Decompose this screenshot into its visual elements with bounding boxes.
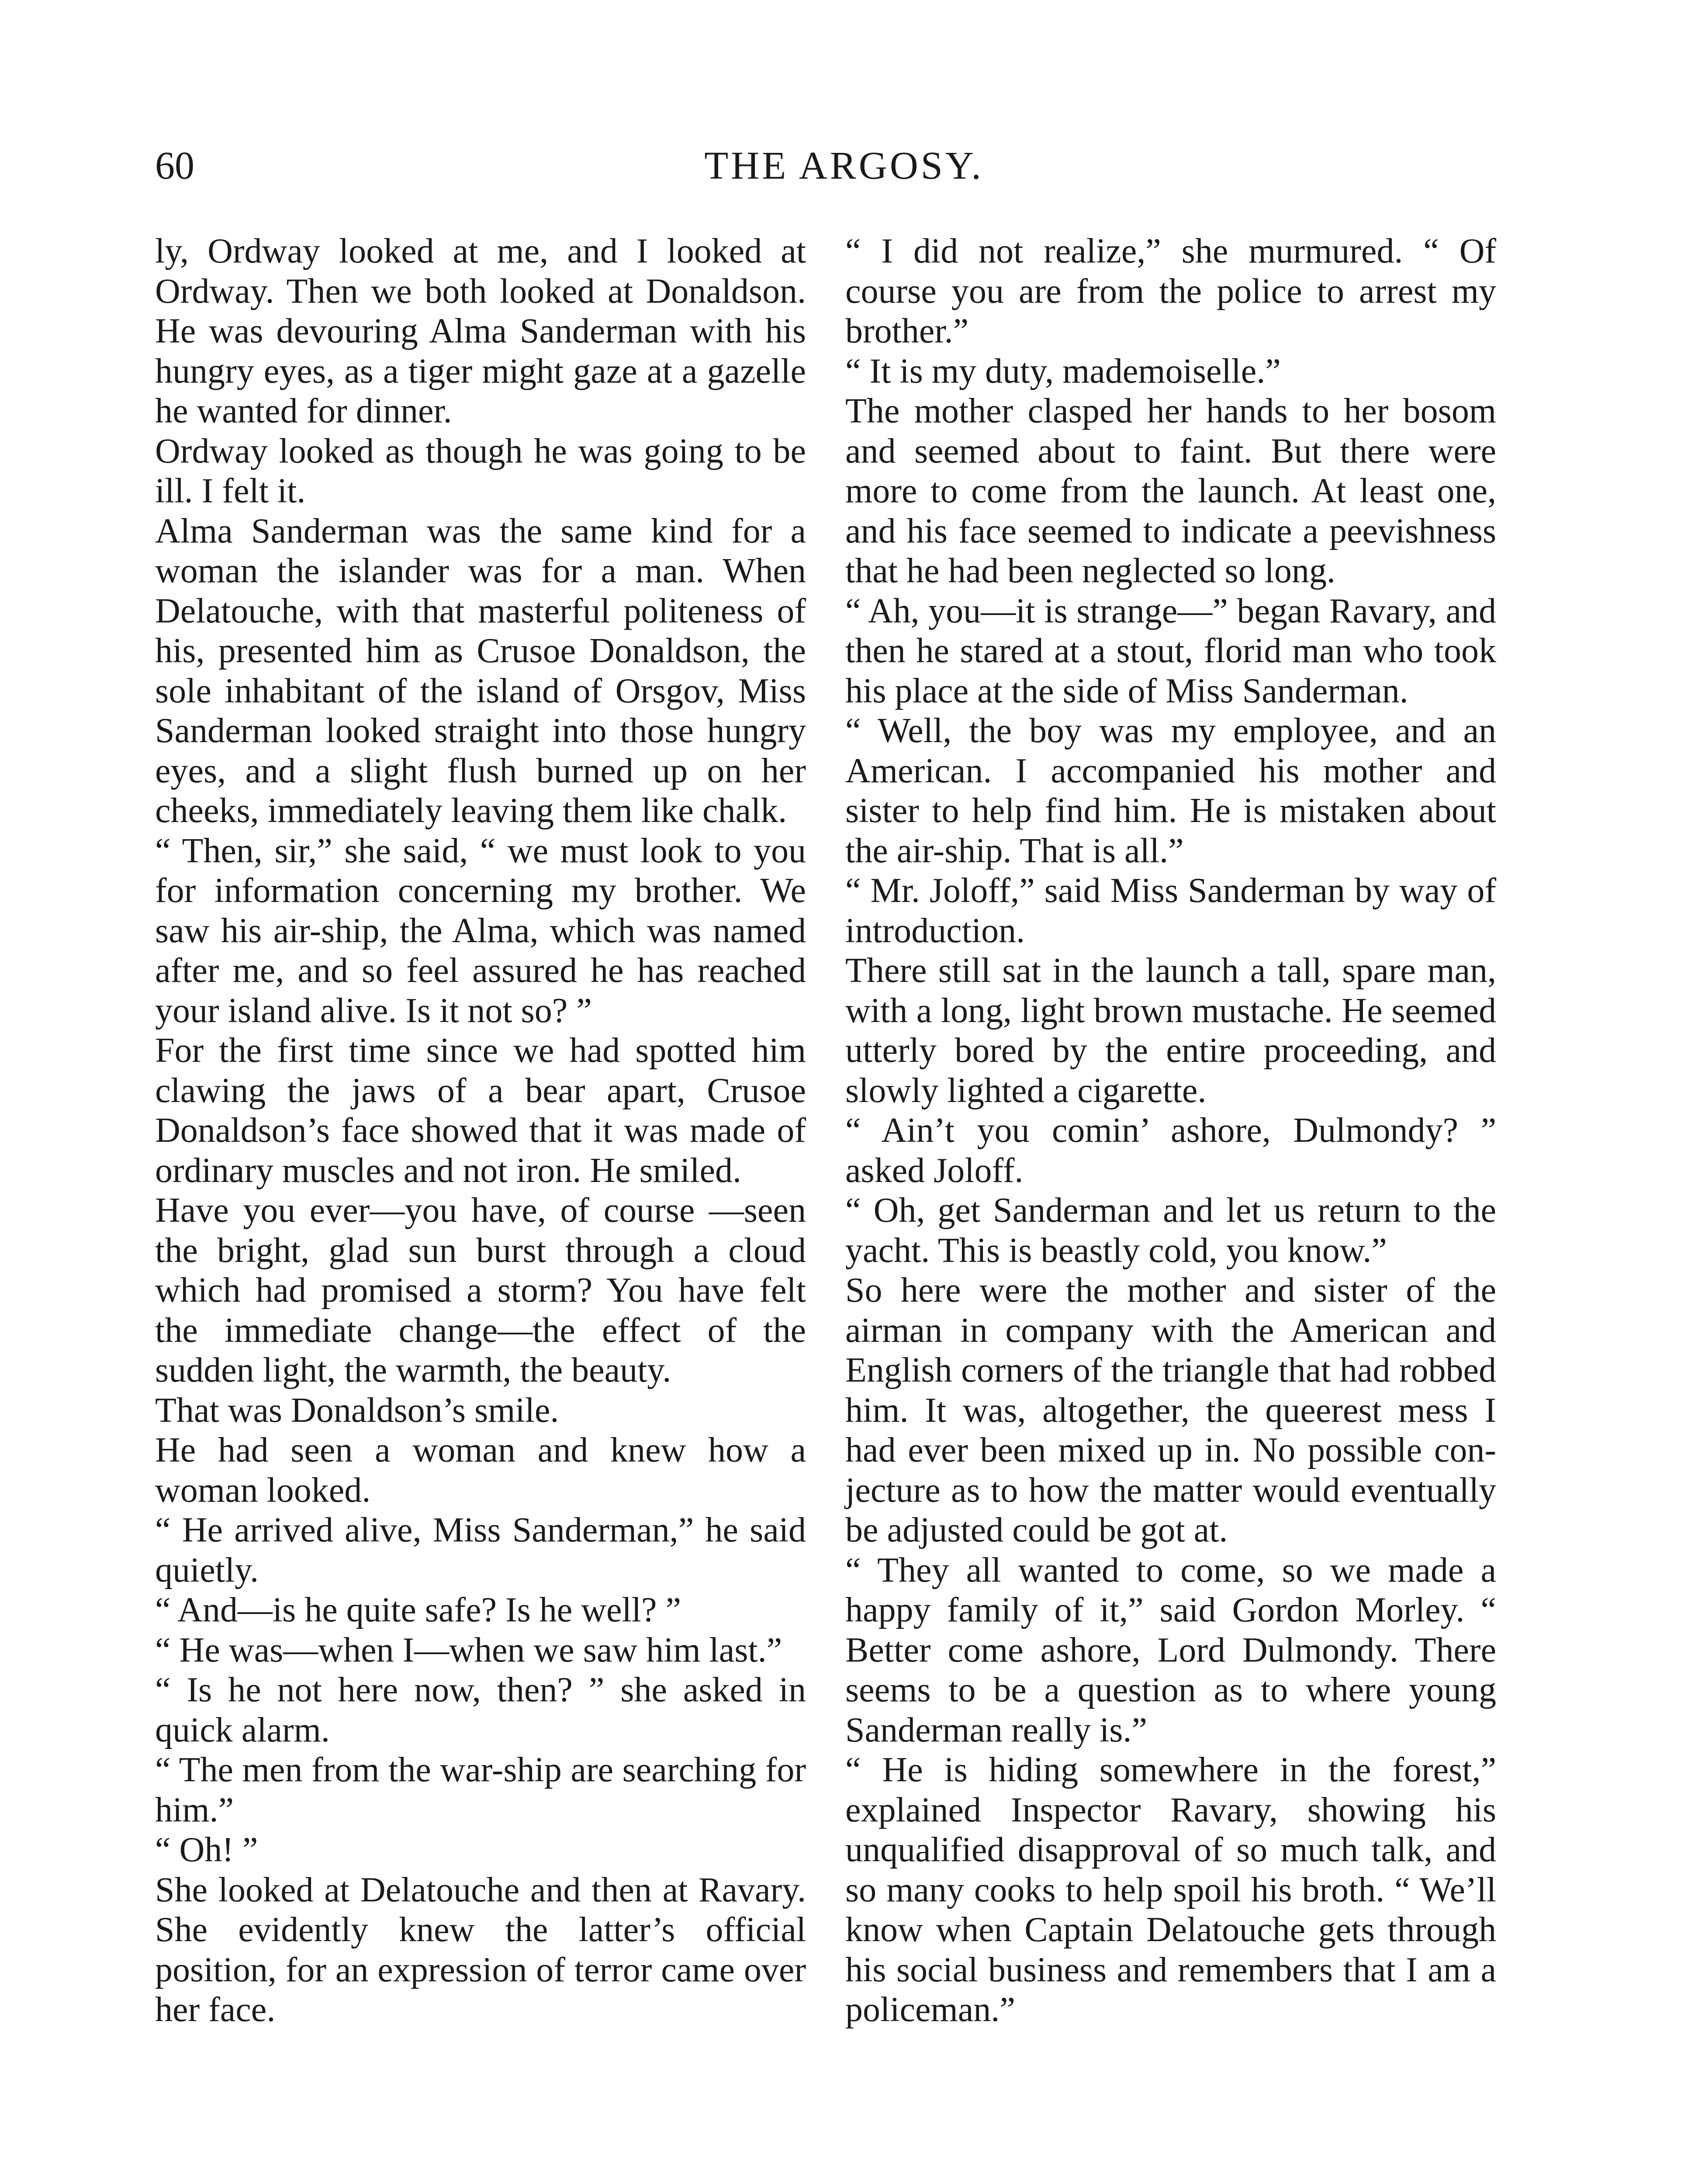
left-column: [155, 232, 806, 2030]
running-head: THE ARGOSY.: [704, 144, 984, 187]
paragraph: “ Oh, get Sanderman and let us return to the yacht. This is beastly cold, you know.”: [845, 1191, 1496, 1270]
paragraph: “ Is he not here now, then? ” she asked in quick alarm.: [155, 1671, 806, 1749]
paragraph: “ Ain’t you comin’ ashore, Dulmondy? ” asked Joloff.: [845, 1111, 1496, 1190]
paragraph: “ Then, sir,” she said, “ we must look to you for information concerning my brother. We saw his air-ship, the Alma, which was named after me, and so feel assured he has reached your island alive. Is it not so? ”: [155, 831, 806, 1030]
paragraph: So here were the mother and sister of the airman in company with the American and English corners of the triangle that had robbed him. It was, altogether, the queerest mess I had ever been mixed up in. No possible conjecture as to how the matter would eventually be adjusted could be got at.: [845, 1271, 1496, 1549]
paragraph: Have you ever—you have, of course —seen the bright, glad sun burst through a cloud which had promised a storm? You have felt the immediate change—the effect of the sudden light, the warmth, the beauty.: [155, 1191, 806, 1389]
paragraph: The mother clasped her hands to her bosom and seemed about to faint. But there were more to come from the launch. At least one, and his face seemed to indicate a peevishness that he had been neglected so long.: [845, 392, 1496, 590]
paragraph: She looked at Delatouche and then at Ravary. She evidently knew the latter’s official position, for an expression of terror came over her face.: [155, 1870, 806, 2029]
paragraph: “ He is hiding somewhere in the forest,” explained Inspector Ravary, showing his unqualified disapproval of so much talk, and so many cooks to help spoil his broth. “ We’ll know when Captain Delatouche gets through his social business and remembers that I am a policeman.”: [845, 1751, 1496, 2029]
paragraph: “ Ah, you—it is strange—” began Ravary, and then he stared at a stout, florid man who took his place at the side of Miss Sanderman.: [845, 591, 1496, 710]
paragraph: “ Mr. Joloff,” said Miss Sanderman by way of introduction.: [845, 871, 1496, 950]
paragraph: “ I did not realize,” she murmured. “ Of course you are from the police to arrest my brother.”: [845, 232, 1496, 350]
paragraph: That was Donaldson’s smile.: [155, 1391, 559, 1430]
paragraph: There still sat in the launch a tall, spare man, with a long, light brown mustache. He seemed utterly bored by the entire proceeding, and slowly lighted a cigarette.: [845, 951, 1496, 1110]
paragraph: He had seen a woman and knew how a woman looked.: [155, 1431, 806, 1510]
paragraph: “ Well, the boy was my employee, and an American. I accompanied his mother and sister to help find him. He is mistaken about the air-ship. That is all.”: [845, 712, 1496, 870]
paragraph: ly, Ordway looked at me, and I looked at Ordway. Then we both looked at Donaldson. He was devouring Alma Sanderman with his hungry eyes, as a tiger might gaze at a gazelle he wanted for dinner.: [155, 232, 806, 430]
paragraph: “ They all wanted to come, so we made a happy family of it,” said Gordon Morley. “ Better come ashore, Lord Dulmondy. There seems to be a question as to where young Sanderman really is.”: [845, 1551, 1496, 1749]
paragraph: For the first time since we had spotted him clawing the jaws of a bear apart, Crusoe Donaldson’s face showed that it was made of ordinary muscles and not iron. He smiled.: [155, 1031, 806, 1190]
paragraph: Alma Sanderman was the same kind for a woman the islander was for a man. When Delatouche, with that masterful politeness of his, presented him as Crusoe Donaldson, the sole inhabitant of the island of Orsgov, Miss Sanderman looked straight into those hungry eyes, and a slight flush burned up on her cheeks, immediately leaving them like chalk.: [155, 511, 806, 830]
paragraph: “ The men from the war-ship are searching for him.”: [155, 1751, 806, 1829]
paragraph: “ He was—when I—when we saw him last.”: [155, 1631, 782, 1669]
paragraph: Ordway looked as though he was going to be ill. I felt it.: [155, 432, 806, 510]
page-number: 60: [155, 144, 194, 187]
right-column: [845, 232, 1496, 2030]
paragraph: “ He arrived alive, Miss Sanderman,” he said quietly.: [155, 1511, 806, 1590]
paragraph: “ It is my duty, mademoiselle.”: [845, 352, 1281, 390]
paragraph: “ Oh! ”: [155, 1831, 258, 1869]
paragraph: “ And—is he quite safe? Is he well? ”: [155, 1591, 681, 1629]
